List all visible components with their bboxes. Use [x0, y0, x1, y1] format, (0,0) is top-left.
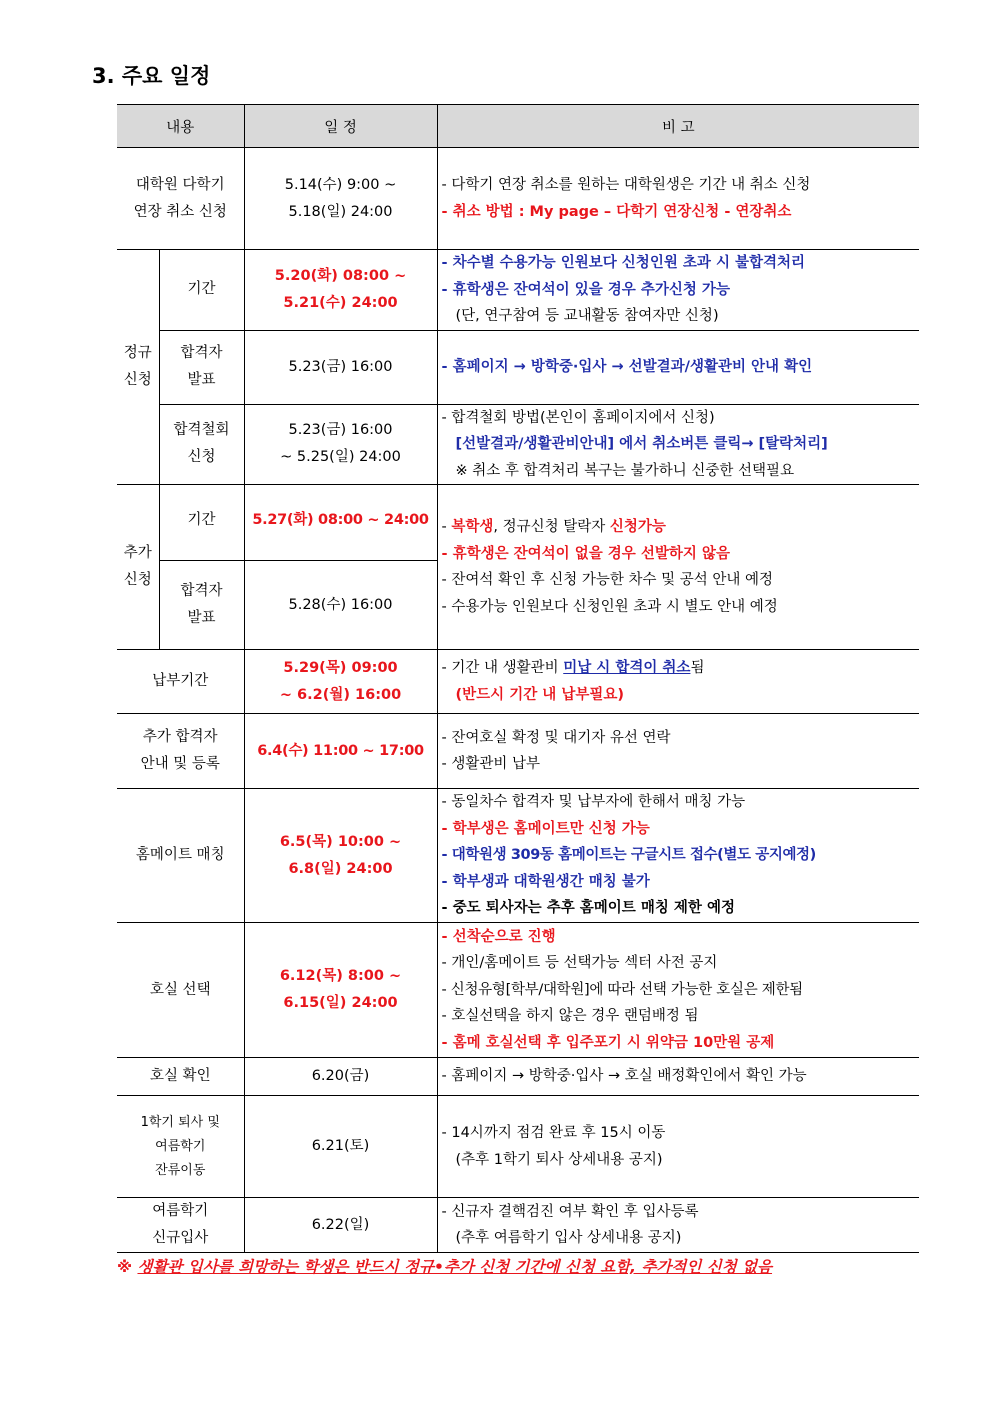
- row-notes: - 다학기 연장 취소를 원하는 대학원생은 기간 내 취소 신청 - 취소 방법 : My page – 다학기 연장신청 - 연장취소: [437, 148, 919, 250]
- sub-label-announce: 합격자 발표: [159, 330, 244, 404]
- row-notes: - 선착순으로 진행 - 개인/홈메이트 등 선택가능 섹터 사전 공지 - 신청유형[학부/대학원]에 따라 선택 가능한 호실은 제한됨 - 호실선택을 하지 않은 경우 랜덤배정 됨 - 홈메 호실선택 후 입주포기 시 위약금 10만원 공제: [437, 923, 919, 1058]
- sub-label-announce: 합격자 발표: [159, 561, 244, 650]
- table-row: [117, 650, 919, 714]
- header-schedule: 일 정: [244, 105, 437, 148]
- table-row: [117, 485, 919, 561]
- sub-label-period: 기간: [159, 485, 244, 561]
- row-notes: - 14시까지 점검 완료 후 15시 이동 (추후 1학기 퇴사 상세내용 공지): [437, 1096, 919, 1198]
- row-schedule: 5.29(목) 09:00 ~ 6.2(월) 16:00: [244, 650, 437, 714]
- row-notes: - 복학생, 정규신청 탈락자 신청가능 - 휴학생은 잔여석이 없을 경우 선발하지 않음 - 잔여석 확인 후 신청 가능한 차수 및 공석 안내 예정 - 수용가능 인원보다 신청인원 초과 시 별도 안내 예정: [437, 485, 919, 650]
- row-notes: - 신규자 결핵검진 여부 확인 후 입사등록 (추후 여름학기 입사 상세내용 공지): [437, 1198, 919, 1253]
- row-schedule: 5.23(금) 16:00: [244, 330, 437, 404]
- row-notes: - 동일차수 합격자 및 납부자에 한해서 매칭 가능 - 학부생은 홈메이트만 신청 가능 - 대학원생 309동 홈메이트는 구글시트 접수(별도 공지예정) - 학부생과 대학원생간 매칭 불가 - 중도 퇴사자는 추후 홈메이트 매칭 제한 예정: [437, 789, 919, 923]
- row-notes: - 홈페이지 → 방학중·입사 → 선발결과/생활관비 안내 확인: [437, 330, 919, 404]
- sub-label-period: 기간: [159, 250, 244, 331]
- row-schedule: 5.20(화) 08:00 ~ 5.21(수) 24:00: [244, 250, 437, 331]
- table-row: [117, 250, 919, 331]
- sub-label-withdraw: 합격철회 신청: [159, 404, 244, 485]
- row-content: 호실 확인: [117, 1058, 244, 1096]
- table-row: [117, 923, 919, 1058]
- schedule-table: [117, 104, 919, 1253]
- header-content: 내용: [117, 105, 244, 148]
- row-schedule: 5.23(금) 16:00 ~ 5.25(일) 24:00: [244, 404, 437, 485]
- header-remarks: 비 고: [437, 105, 919, 148]
- table-row: [117, 1096, 919, 1198]
- row-schedule: 5.28(수) 16:00: [244, 561, 437, 650]
- row-content: 납부기간: [117, 650, 244, 714]
- footnote: ※ 생활관 입사를 희망하는 학생은 반드시 정규•추가 신청 기간에 신청 요함, 추가적인 신청 없음: [117, 1258, 773, 1276]
- row-notes: - 차수별 수용가능 인원보다 신청인원 초과 시 불합격처리 - 휴학생은 잔여석이 있을 경우 추가신청 가능 (단, 연구참여 등 교내활동 참여자만 신청): [437, 250, 919, 331]
- row-notes: - 홈페이지 → 방학중·입사 → 호실 배정확인에서 확인 가능: [437, 1058, 919, 1096]
- row-schedule: 5.14(수) 9:00 ~ 5.18(일) 24:00: [244, 148, 437, 250]
- row-content: 추가 합격자 안내 및 등록: [117, 714, 244, 789]
- table-row: [117, 714, 919, 789]
- row-content: 홈메이트 매칭: [117, 789, 244, 923]
- table-row: [117, 1198, 919, 1253]
- table-row: [117, 330, 919, 404]
- table-row: [117, 404, 919, 485]
- row-notes: - 합격철회 방법(본인이 홈페이지에서 신청) [선발결과/생활관비안내] 에서 취소버튼 클릭→ [탈락처리] ※ 취소 후 합격처리 복구는 불가하니 신중한 선택필요: [437, 404, 919, 485]
- row-content: 호실 선택: [117, 923, 244, 1058]
- row-notes: - 잔여호실 확정 및 대기자 유선 연락 - 생활관비 납부: [437, 714, 919, 789]
- group-regular: 정규 신청: [117, 250, 159, 485]
- row-content: 1학기 퇴사 및 여름학기 잔류이동: [117, 1096, 244, 1198]
- row-schedule: 5.27(화) 08:00 ~ 24:00: [244, 485, 437, 561]
- row-schedule: 6.12(목) 8:00 ~ 6.15(일) 24:00: [244, 923, 437, 1058]
- row-content: 대학원 다학기 연장 취소 신청: [117, 148, 244, 250]
- table-row: [117, 1058, 919, 1096]
- row-schedule: 6.22(일): [244, 1198, 437, 1253]
- row-schedule: 6.21(토): [244, 1096, 437, 1198]
- table-row: [117, 789, 919, 923]
- row-content: 여름학기 신규입사: [117, 1198, 244, 1253]
- row-notes: - 기간 내 생활관비 미납 시 합격이 취소됨 (반드시 기간 내 납부필요): [437, 650, 919, 714]
- row-schedule: 6.4(수) 11:00 ~ 17:00: [244, 714, 437, 789]
- table-header-row: [117, 105, 919, 148]
- group-additional: 추가 신청: [117, 485, 159, 650]
- table-row: [117, 148, 919, 250]
- section-title: 3. 주요 일정: [92, 64, 211, 88]
- row-schedule: 6.5(목) 10:00 ~ 6.8(일) 24:00: [244, 789, 437, 923]
- row-schedule: 6.20(금): [244, 1058, 437, 1096]
